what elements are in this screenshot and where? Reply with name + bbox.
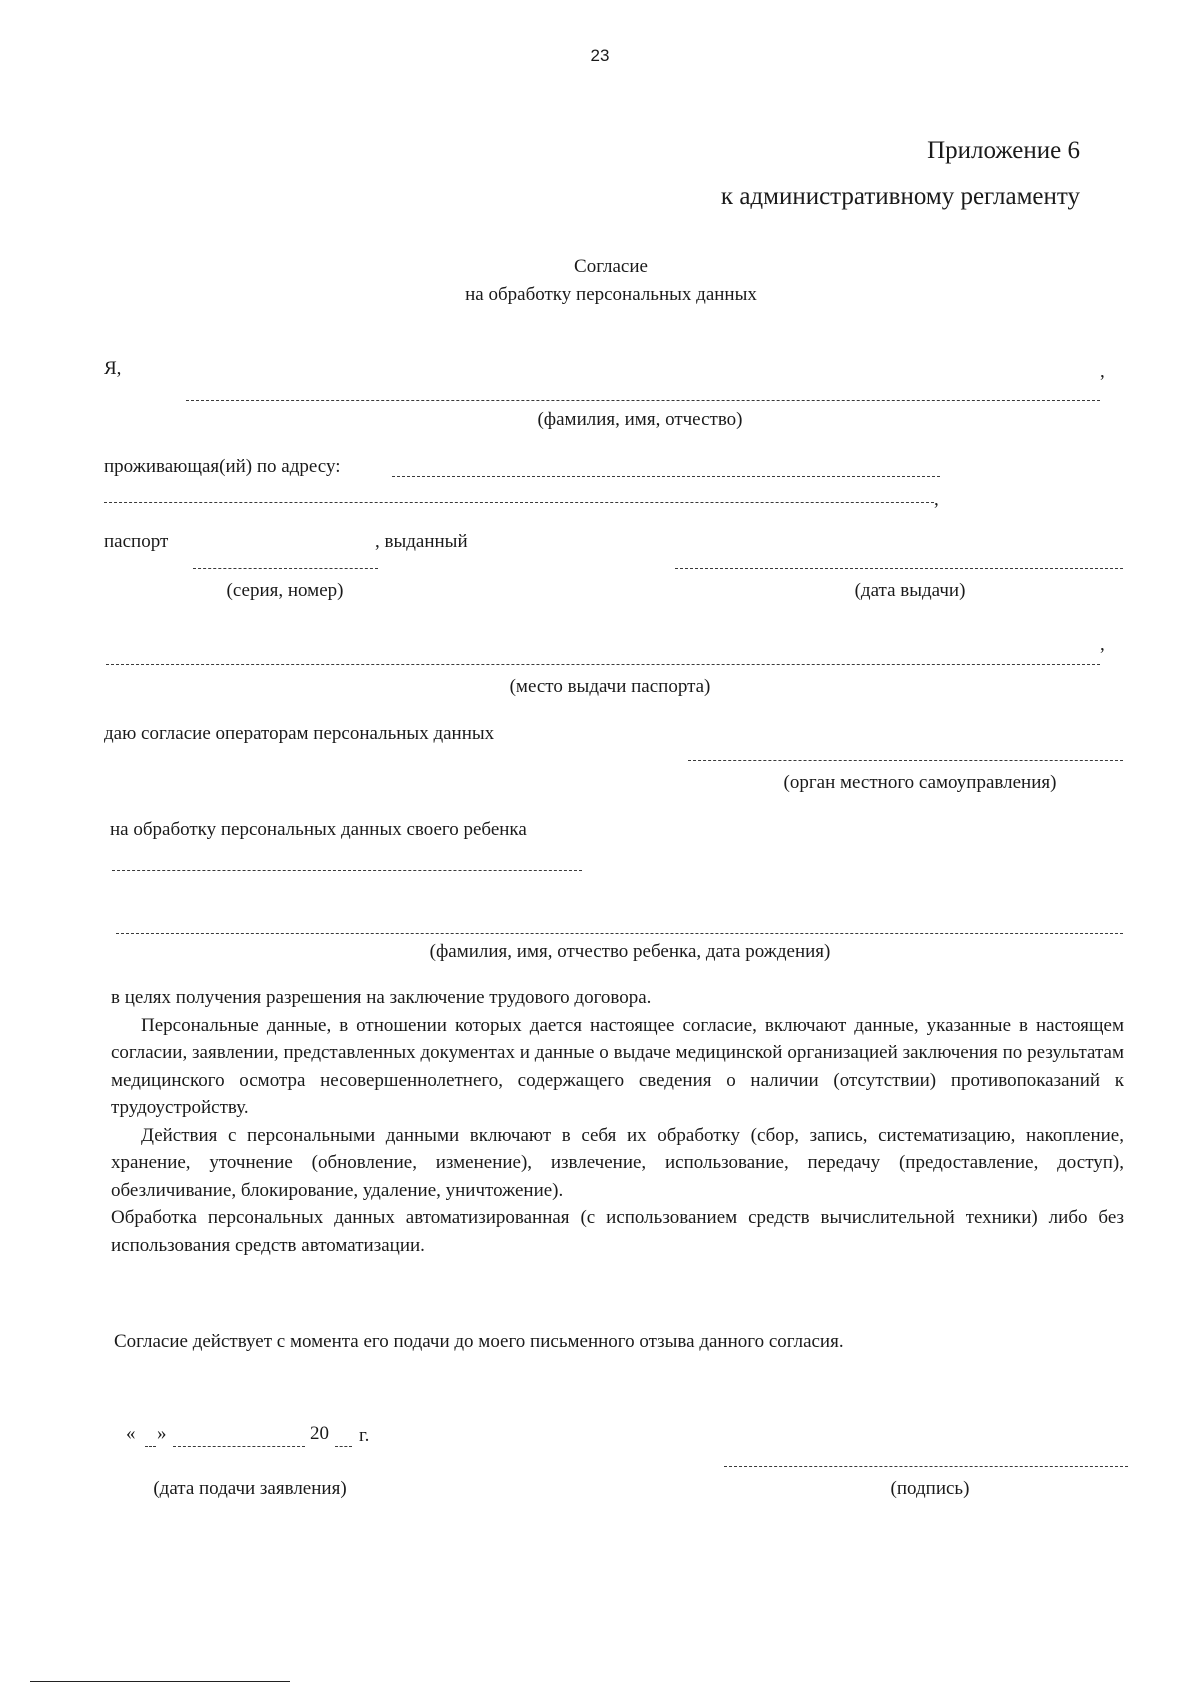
fio-caption: (фамилия, имя, отчество) [537, 409, 743, 430]
child-field-line-2[interactable] [116, 933, 1123, 934]
date-day-field-line[interactable] [145, 1446, 156, 1447]
address-label: проживающая(ий) по адресу: [104, 456, 341, 477]
consent-operators-label: даю согласие операторам персональных данных [104, 723, 495, 744]
fio-field-line[interactable] [186, 400, 1100, 401]
consent-body [111, 984, 1124, 1259]
place-comma: , [1100, 634, 1105, 655]
footnote-separator [30, 1681, 290, 1682]
paragraph-processing: Обработка персональных данных автоматизированная (с использованием средств вычислительной техники) либо без использования средств автоматизации. [111, 1207, 1124, 1256]
authority-field-line[interactable] [688, 760, 1123, 761]
authority-caption: (орган местного самоуправления) [783, 772, 1057, 793]
paragraph-personal-data: Персональные данные, в отношении которых дается настоящее согласие, включают данные, указанные в настоящем согласии, заявлении, представленных документах и данные о выдаче медицинской организацией заключения по результатам медицинского осмотра несовершеннолетнего, содержащего сведения о наличии (отсутствии) противопоказаний к трудоустройству. [111, 1014, 1124, 1118]
passport-series-field-line[interactable] [193, 568, 378, 569]
date-close-quote: » [157, 1423, 167, 1444]
validity-text: Согласие действует с момента его подачи до моего письменного отзыва данного согласия. [114, 1331, 844, 1352]
purpose-text: в целях получения разрешения на заключение трудового договора. [111, 987, 652, 1008]
date-year-field-line[interactable] [335, 1446, 352, 1447]
signature-caption: (подпись) [890, 1478, 970, 1499]
date-issue-caption: (дата выдачи) [854, 580, 966, 601]
child-caption: (фамилия, имя, отчество ребенка, дата рождения) [429, 941, 831, 962]
date-caption: (дата подачи заявления) [153, 1478, 347, 1499]
place-issue-caption: (место выдачи паспорта) [509, 676, 711, 697]
address-comma: , [934, 489, 939, 510]
address-field-line-1[interactable] [392, 476, 940, 477]
passport-date-field-line[interactable] [675, 568, 1123, 569]
signature-field-line[interactable] [724, 1466, 1128, 1467]
child-data-label: на обработку персональных данных своего ребенка [110, 819, 527, 840]
year-prefix: 20 [310, 1423, 329, 1444]
series-caption: (серия, номер) [226, 580, 344, 601]
date-open-quote: « [126, 1423, 136, 1444]
fio-comma: , [1100, 361, 1105, 382]
passport-label: паспорт [104, 531, 169, 552]
appendix-title: Приложение 6 [927, 137, 1080, 164]
doc-title: Согласие [574, 256, 648, 277]
page-number: 23 [590, 46, 610, 65]
child-field-line-1[interactable] [112, 870, 582, 871]
place-issue-field-line[interactable] [106, 664, 1100, 665]
doc-subtitle: на обработку персональных данных [465, 284, 757, 305]
year-suffix: г. [359, 1425, 370, 1446]
issued-label: , выданный [375, 531, 468, 552]
paragraph-actions: Действия с персональными данными включают в себя их обработку (сбор, запись, систематизацию, накопление, хранение, уточнение (обновление, изменение), извлечение, использование, передачу (предоставление, доступ), обезличивание, блокирование, удаление, уничтожение). [111, 1124, 1124, 1201]
date-month-field-line[interactable] [173, 1446, 305, 1447]
i-label: Я, [104, 358, 122, 379]
address-field-line-2[interactable] [104, 502, 934, 503]
appendix-subtitle: к административному регламенту [720, 183, 1080, 210]
